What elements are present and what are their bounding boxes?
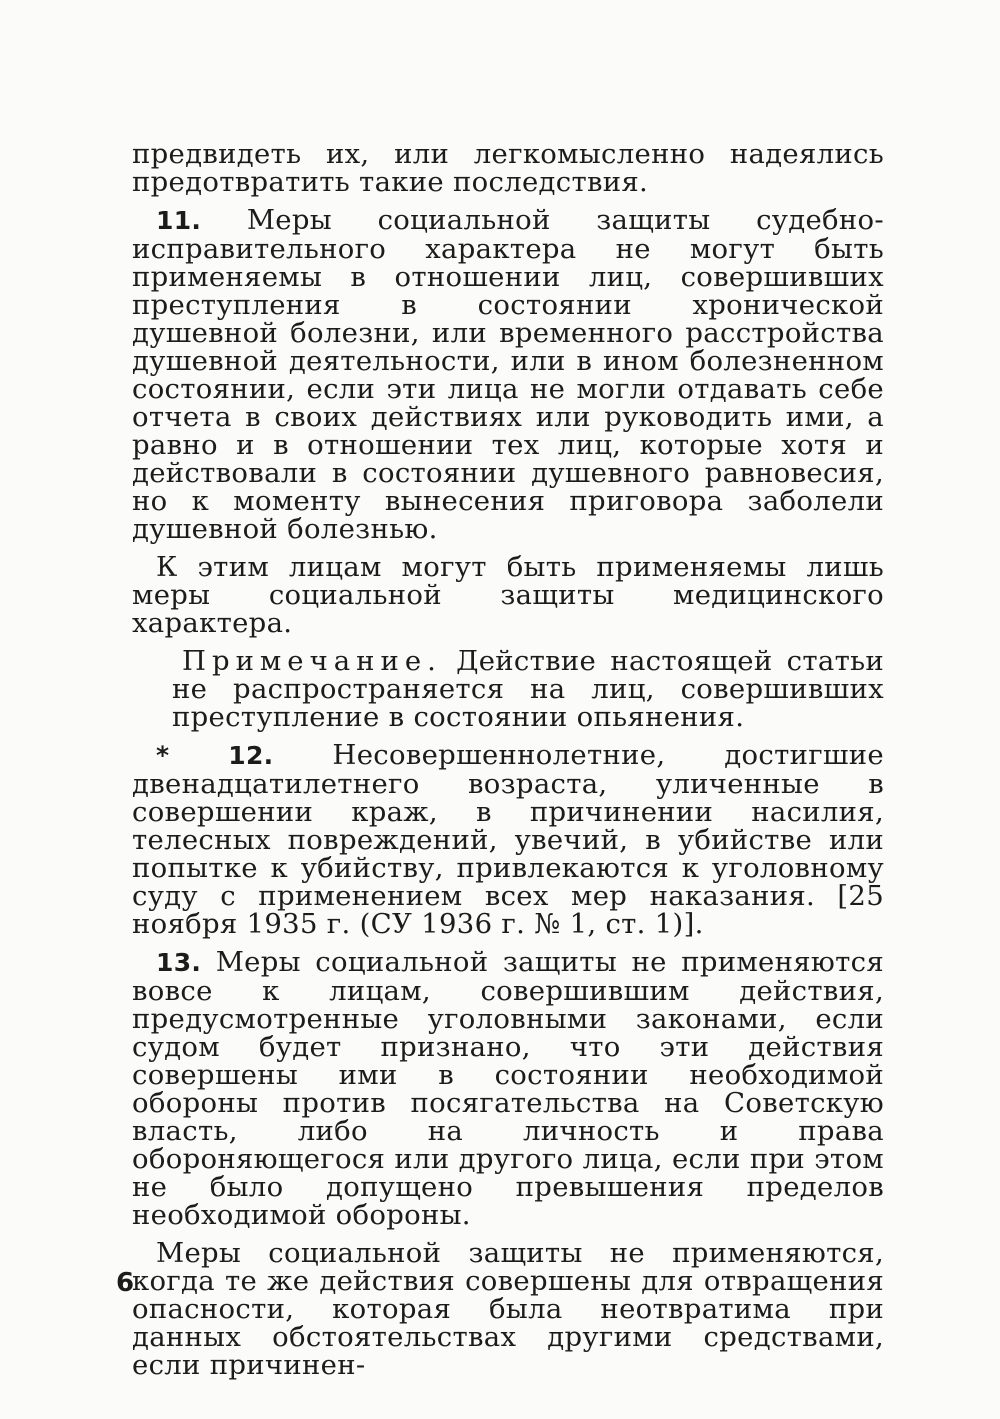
note-text: Действие настоящей статьи не распространяется на лиц, совершивших преступление в состоянии опьянения. bbox=[172, 645, 884, 733]
article-text bbox=[132, 140, 884, 1379]
article-number: 11. bbox=[156, 206, 202, 235]
paragraph-text: Меры социальной защиты судебно-исправительного характера не могут быть применяемы в отношении лиц, совершивших преступления в состоянии хронической душевной болезни, или временного расстройства душевной деятельности, или в ином болезненном состоянии, если эти лица не могли отдавать себе отчета в своих действиях или руководить ими, а равно и в отношении тех лиц, которые хотя и действовали в состоянии душевного равновесия, но к моменту вынесения приговора заболели душевной болезнью. bbox=[132, 204, 884, 545]
article-11-note bbox=[132, 647, 884, 731]
paragraph-text: К этим лицам могут быть применяемы лишь меры социальной защиты медицинского характера. bbox=[132, 551, 884, 639]
paragraph-text: Меры социальной защиты не применяются вовсе к лицам, совершившим действия, предусмотренные уголовными законами, если судом будет признано, что эти действия совершены ими в состоянии необходимой обороны против посягательства на Советскую власть, либо на личность и права обороняющегося или другого лица, если при этом не было допущено превышения пределов необходимой обороны. bbox=[132, 946, 885, 1231]
paragraph-text: Меры социальной защиты не применяются, когда те же действия совершены для отвращения опасности, которая была неотвратима при данных обстоятельствах другими средствами, если причинен- bbox=[132, 1237, 884, 1381]
paragraph-continuation bbox=[132, 140, 884, 196]
article-number: 13. bbox=[156, 948, 202, 977]
article-12 bbox=[132, 741, 884, 938]
note-label: Примечание. bbox=[182, 645, 442, 677]
page-number: 6 bbox=[116, 1268, 135, 1298]
article-13-continuation bbox=[132, 1239, 884, 1379]
article-13 bbox=[132, 948, 884, 1229]
paragraph-text: предвидеть их, или легкомысленно надеялись предотвратить такие последствия. bbox=[132, 138, 884, 198]
paragraph-text: Несовершеннолетние, достигшие двенадцатилетнего возраста, уличенные в совершении краж, в причинении насилия, телесных повреждений, увечий, в убийстве или попытке к убийству, привлекаются к уголовному суду с применением всех мер наказания. [25 ноября 1935 г. (СУ 1936 г. № 1, ст. 1)]. bbox=[132, 739, 884, 940]
article-11-continuation bbox=[132, 553, 884, 637]
article-11 bbox=[132, 206, 884, 543]
article-number: 12. bbox=[228, 741, 274, 770]
amendment-marker: * bbox=[156, 741, 170, 770]
